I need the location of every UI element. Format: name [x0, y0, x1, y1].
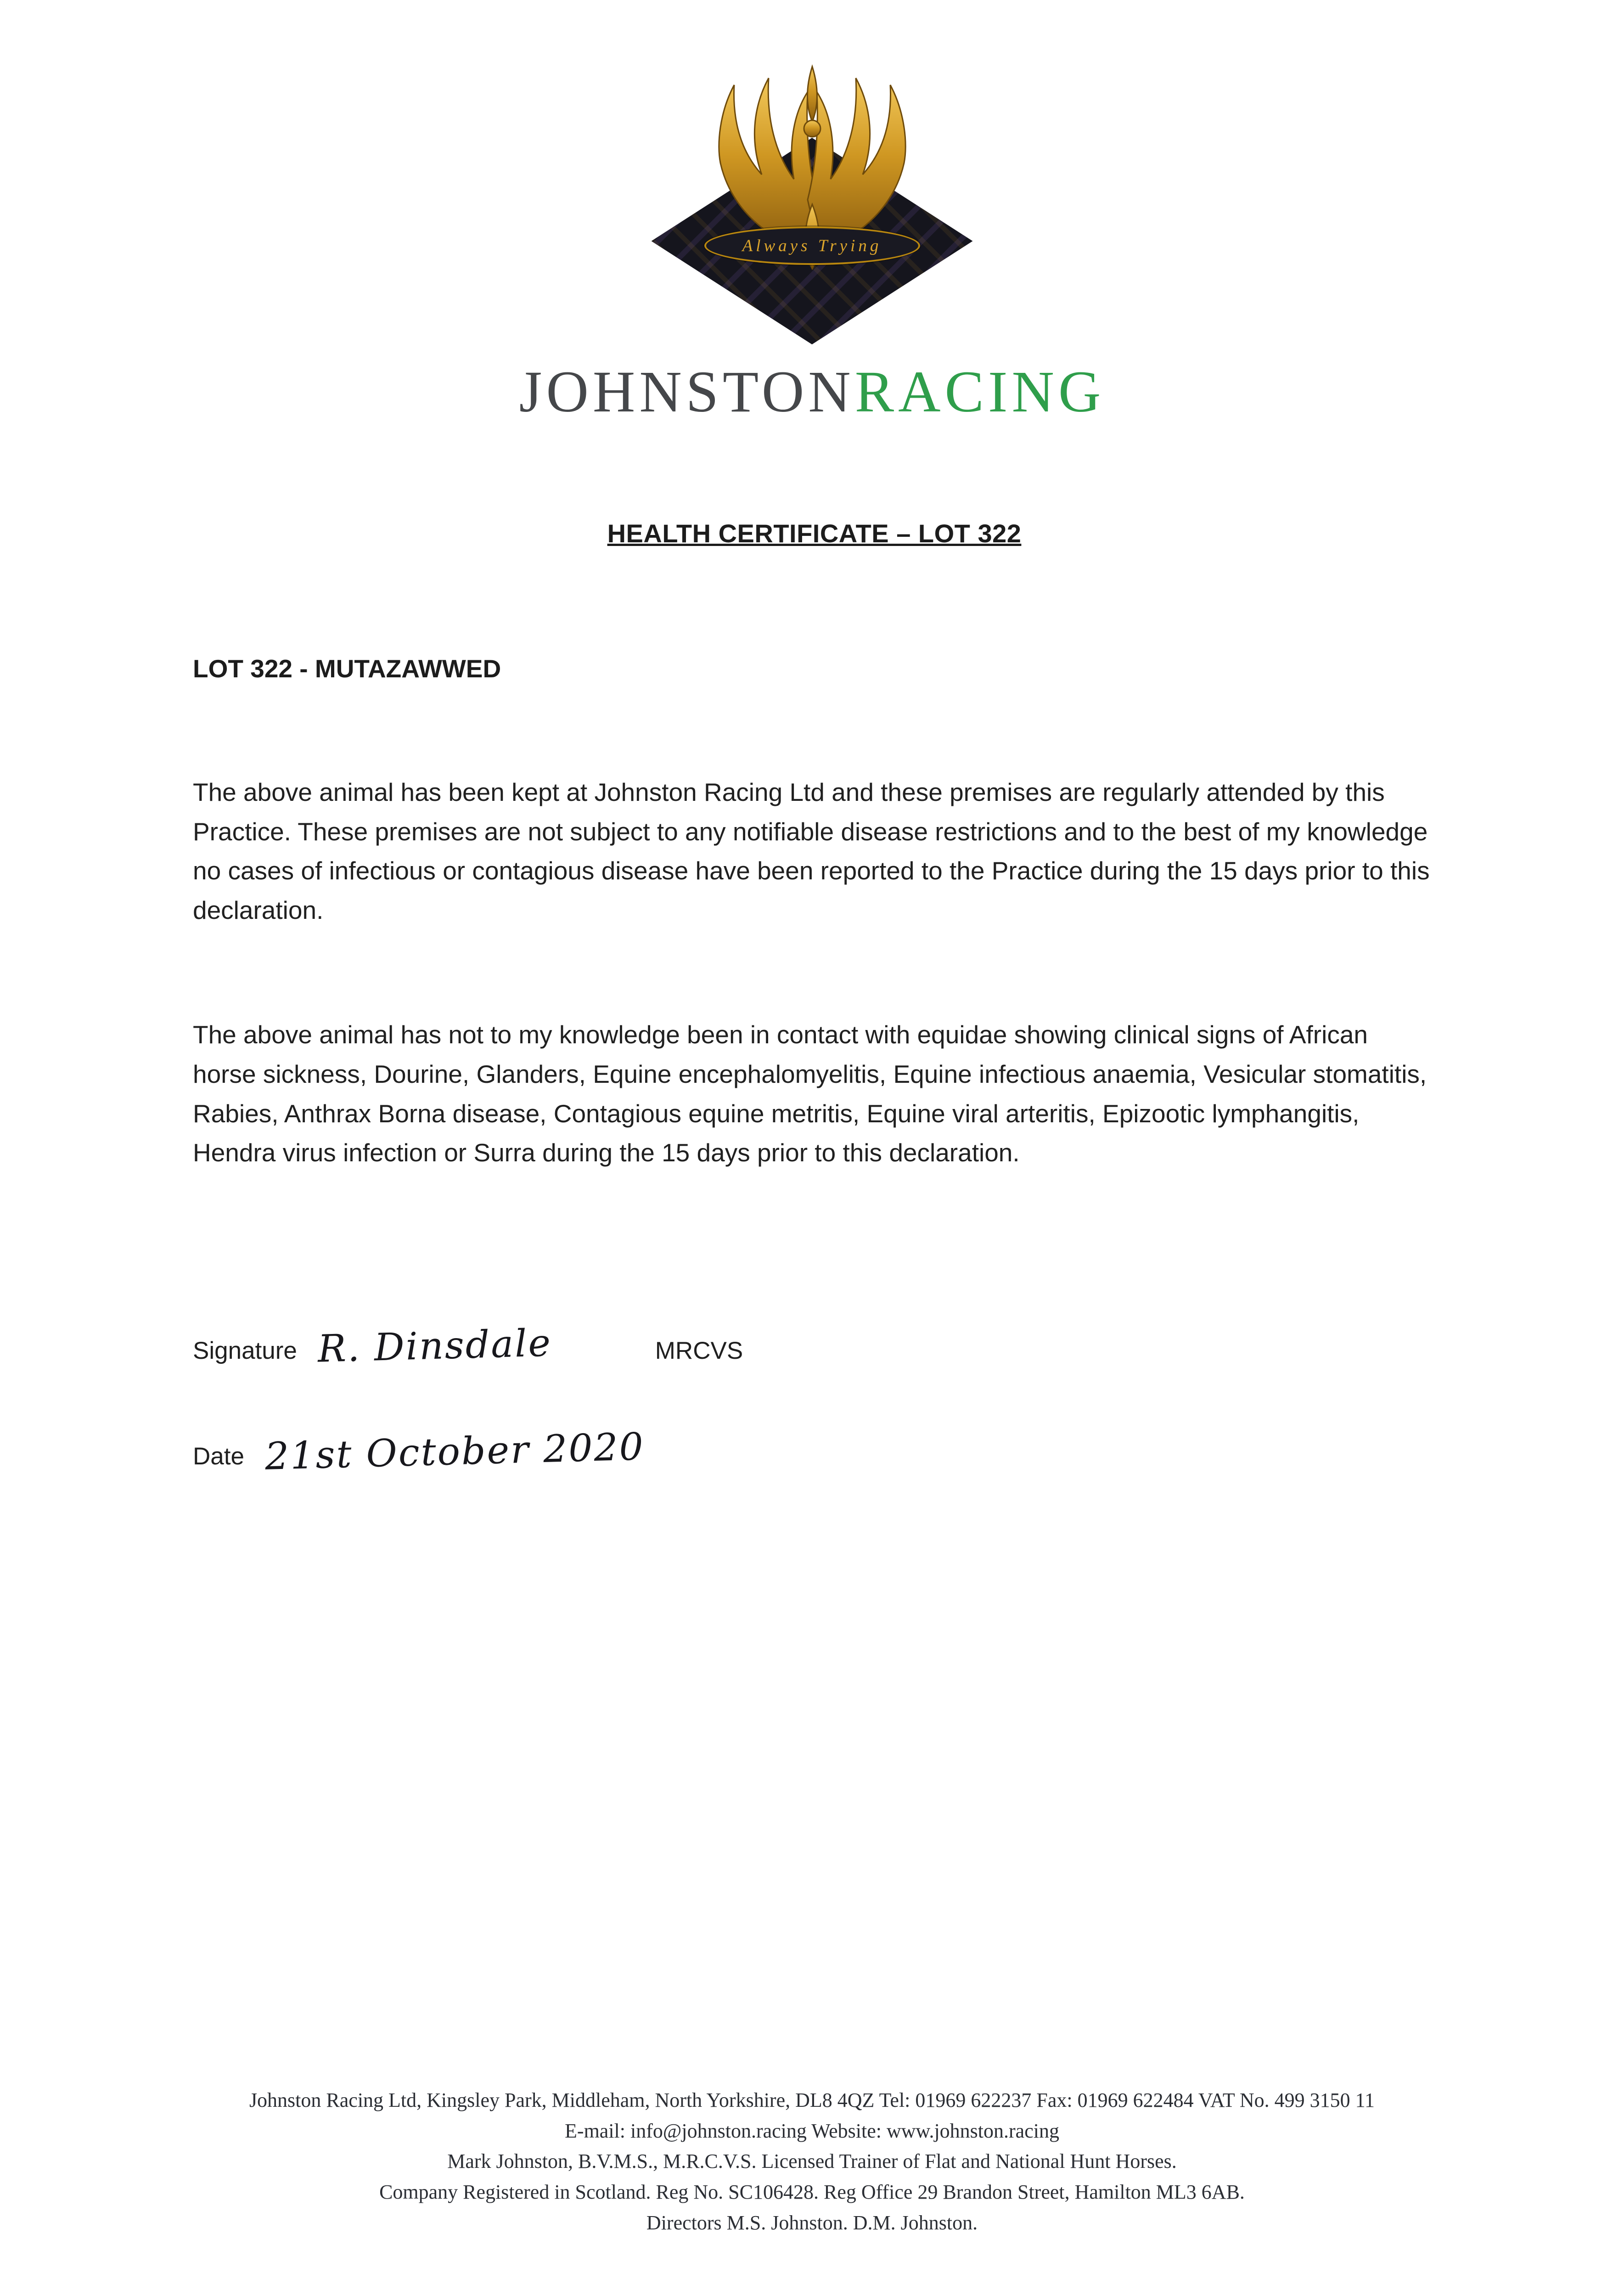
paragraph-disease-declaration: The above animal has not to my knowledge been in contact with equidae showing clinical signs of African horse sickness, Dourine, Glanders, Equine encephalomyelitis, Equine infectious anaemia, Vesicular stomatitis, Rabies, Anthrax Borna disease, Contagious equine metritis, Equine viral arteritis, Epizootic lymphangitis, Hendra virus infection or Surra during the 15 days prior to this declaration.: [193, 1020, 1427, 1167]
date-handwritten: 21st October 2020: [264, 1425, 645, 1479]
footer-directors-line: Directors M.S. Johnston. D.M. Johnston.: [646, 2212, 978, 2234]
johnston-racing-logo: [638, 53, 987, 351]
paragraph-premises-declaration: The above animal has been kept at Johnston Racing Ltd and these premises are regularly attended by this Practice. These premises are not subject to any notifiable disease restrictions and to the best of my knowledge no cases of infectious or contagious disease have been reported to the Practice during the 15 days prior to this declaration.: [193, 777, 1430, 925]
always-trying-text: Always Trying: [742, 236, 882, 255]
lot-line: LOT 322 - MUTAZAWWED: [193, 654, 501, 683]
wordmark: [0, 360, 1624, 424]
date-row: [193, 1425, 1436, 1479]
footer-trainer-line: Mark Johnston, B.V.M.S., M.R.C.V.S. Licensed Trainer of Flat and National Hunt Horses.: [447, 2150, 1177, 2173]
document-body: [0, 518, 1624, 1479]
signature-handwritten: R. Dinsdale: [317, 1321, 552, 1371]
signature-row: [193, 1321, 1436, 1371]
always-trying-ribbon: [704, 226, 920, 265]
signature-qualification: MRCVS: [655, 1337, 743, 1365]
date-label: Date: [193, 1443, 244, 1470]
footer-company-line: Company Registered in Scotland. Reg No. SC106428. Reg Office 29 Brandon Street, Hamilton ML3 6AB.: [379, 2181, 1245, 2204]
wordmark-racing: RACING: [854, 359, 1105, 424]
letterhead-footer: [0, 2085, 1624, 2239]
document-title: HEALTH CERTIFICATE – LOT 322: [607, 518, 1022, 548]
footer-address-line: Johnston Racing Ltd, Kingsley Park, Middleham, North Yorkshire, DL8 4QZ Tel: 01969 622237 Fax: 01969 622484 VAT No. 499 3150 11: [249, 2088, 1375, 2111]
wordmark-johnston: JOHNSTON: [519, 359, 855, 424]
footer-contact-line: E-mail: info@johnston.racing Website: www.johnston.racing: [565, 2119, 1059, 2142]
signature-label: Signature: [193, 1337, 297, 1365]
